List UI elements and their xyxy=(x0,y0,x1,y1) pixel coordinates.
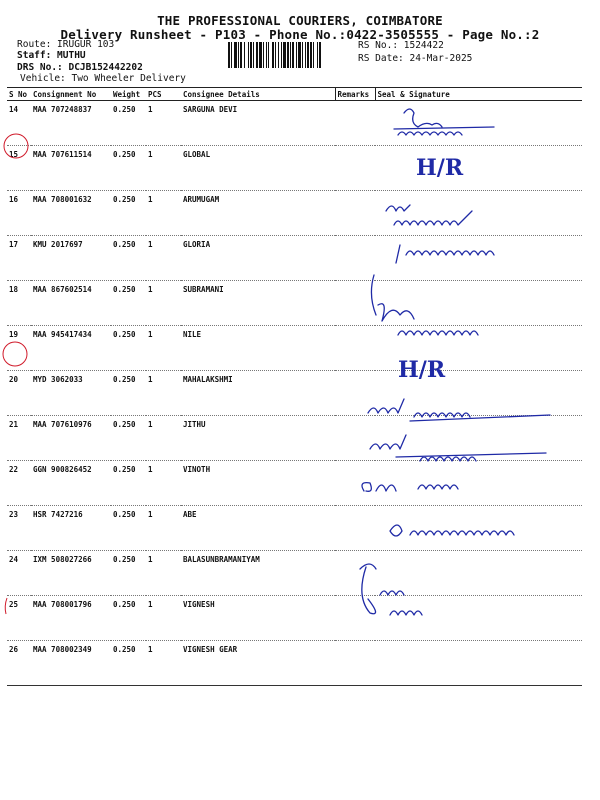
row-consignment: MAA 708001796 xyxy=(31,596,111,641)
table-header-row xyxy=(7,88,582,101)
col-remarks: Remarks xyxy=(335,88,375,101)
row-pcs: 1 xyxy=(146,641,181,686)
row-signature xyxy=(375,416,582,461)
barcode-bar xyxy=(240,42,242,68)
row-consignee: ARUMUGAM xyxy=(181,191,335,236)
row-consignment: MAA 945417434 xyxy=(31,326,111,371)
col-signature: Seal & Signature xyxy=(375,88,582,101)
row-pcs: 1 xyxy=(146,326,181,371)
barcode-bar xyxy=(305,42,306,68)
row-remarks xyxy=(335,551,375,596)
row-consignment: MYD 3062033 xyxy=(31,371,111,416)
barcode-bar xyxy=(307,42,309,68)
row-remarks xyxy=(335,101,375,146)
row-remarks xyxy=(335,326,375,371)
barcode-bar xyxy=(275,42,276,68)
row-remarks xyxy=(335,596,375,641)
col-weight: Weight xyxy=(111,88,146,101)
row-pcs: 1 xyxy=(146,416,181,461)
barcode-bar xyxy=(290,42,291,68)
drs-number: DRS No.: DCJB152442202 xyxy=(17,62,143,73)
row-weight: 0.250 xyxy=(111,191,146,236)
col-sno: S No xyxy=(7,88,31,101)
row-pcs: 1 xyxy=(146,146,181,191)
row-consignment: MAA 867602514 xyxy=(31,281,111,326)
row-consignee: GLOBAL xyxy=(181,146,335,191)
barcode-bar xyxy=(317,42,318,68)
table-row xyxy=(7,326,582,371)
row-consignee: SUBRAMANI xyxy=(181,281,335,326)
rs-number: RS No.: 1524422 xyxy=(358,40,444,51)
table-row xyxy=(7,281,582,326)
table-row xyxy=(7,416,582,461)
barcode-bar xyxy=(287,42,289,68)
table-row xyxy=(7,146,582,191)
row-remarks xyxy=(335,461,375,506)
row-consignee: VIGNESH xyxy=(181,596,335,641)
row-pcs: 1 xyxy=(146,551,181,596)
row-consignee: ABE xyxy=(181,506,335,551)
row-consignee: BALASUNBRAMANIYAM xyxy=(181,551,335,596)
row-remarks xyxy=(335,371,375,416)
row-weight: 0.250 xyxy=(111,461,146,506)
row-signature xyxy=(375,641,582,686)
row-weight: 0.250 xyxy=(111,101,146,146)
barcode-bar xyxy=(292,42,294,68)
row-consignee: SARGUNA DEVI xyxy=(181,101,335,146)
row-weight: 0.250 xyxy=(111,371,146,416)
barcode-bar xyxy=(259,42,262,68)
barcode-bar xyxy=(238,42,239,68)
barcode-bar xyxy=(313,42,314,68)
row-remarks xyxy=(335,416,375,461)
row-signature xyxy=(375,146,582,191)
row-consignment: GGN 900826452 xyxy=(31,461,111,506)
vehicle-label: Vehicle: Two Wheeler Delivery xyxy=(20,73,186,84)
hr-mark-15: H/R xyxy=(416,155,464,181)
row-pcs: 1 xyxy=(146,371,181,416)
table-row xyxy=(7,191,582,236)
barcode-bar xyxy=(263,42,264,68)
company-title: THE PROFESSIONAL COURIERS, COIMBATORE xyxy=(157,13,443,28)
barcode-bar xyxy=(272,42,274,68)
route-label: Route: IRUGUR 103 xyxy=(17,39,115,50)
row-remarks xyxy=(335,641,375,686)
barcode xyxy=(228,42,352,68)
table-row xyxy=(7,236,582,281)
table-row xyxy=(7,461,582,506)
row-sno: 24 xyxy=(7,551,31,596)
hr-mark-20: H/R xyxy=(398,357,446,383)
table-row xyxy=(7,551,582,596)
barcode-bar xyxy=(234,42,237,68)
row-consignment: MAA 708001632 xyxy=(31,191,111,236)
row-pcs: 1 xyxy=(146,461,181,506)
row-weight: 0.250 xyxy=(111,641,146,686)
row-pcs: 1 xyxy=(146,281,181,326)
row-weight: 0.250 xyxy=(111,236,146,281)
row-consignee: JITHU xyxy=(181,416,335,461)
row-consignee: NILE xyxy=(181,326,335,371)
row-pcs: 1 xyxy=(146,191,181,236)
row-weight: 0.250 xyxy=(111,551,146,596)
barcode-bar xyxy=(281,42,282,68)
row-weight: 0.250 xyxy=(111,326,146,371)
row-sno: 18 xyxy=(7,281,31,326)
row-consignment: MAA 707611514 xyxy=(31,146,111,191)
row-signature xyxy=(375,461,582,506)
row-weight: 0.250 xyxy=(111,506,146,551)
barcode-bar xyxy=(296,42,297,68)
row-pcs: 1 xyxy=(146,236,181,281)
row-weight: 0.250 xyxy=(111,281,146,326)
table-row xyxy=(7,596,582,641)
row-sno: 15 xyxy=(7,146,31,191)
row-signature xyxy=(375,191,582,236)
row-remarks xyxy=(335,236,375,281)
row-consignee: VIGNESH GEAR xyxy=(181,641,335,686)
row-sno: 26 xyxy=(7,641,31,686)
barcode-bar xyxy=(228,42,230,68)
row-remarks xyxy=(335,191,375,236)
barcode-bar xyxy=(253,42,254,68)
row-consignment: KMU 2017697 xyxy=(31,236,111,281)
row-consignment: IXM 508027266 xyxy=(31,551,111,596)
row-signature xyxy=(375,551,582,596)
row-weight: 0.250 xyxy=(111,416,146,461)
table-row xyxy=(7,101,582,146)
row-signature xyxy=(375,506,582,551)
staff-label: Staff: MUTHU xyxy=(17,50,86,61)
row-pcs: 1 xyxy=(146,506,181,551)
row-consignee: GLORIA xyxy=(181,236,335,281)
row-signature xyxy=(375,281,582,326)
rs-date: RS Date: 24-Mar-2025 xyxy=(358,53,473,64)
row-sno: 21 xyxy=(7,416,31,461)
row-pcs: 1 xyxy=(146,101,181,146)
barcode-bar xyxy=(310,42,312,68)
row-sno: 14 xyxy=(7,101,31,146)
row-consignment: MAA 708002349 xyxy=(31,641,111,686)
row-consignment: MAA 707610976 xyxy=(31,416,111,461)
col-pcs: PCS xyxy=(146,88,181,101)
barcode-bar xyxy=(283,42,286,68)
table-row xyxy=(7,371,582,416)
table-row xyxy=(7,506,582,551)
row-signature xyxy=(375,326,582,371)
row-sno: 17 xyxy=(7,236,31,281)
row-signature xyxy=(375,596,582,641)
barcode-bar xyxy=(298,42,301,68)
row-remarks xyxy=(335,506,375,551)
row-sno: 23 xyxy=(7,506,31,551)
barcode-bar xyxy=(266,42,267,68)
row-sno: 19 xyxy=(7,326,31,371)
row-consignee: VINOTH xyxy=(181,461,335,506)
row-weight: 0.250 xyxy=(111,596,146,641)
barcode-bar xyxy=(250,42,252,68)
barcode-bar xyxy=(268,42,269,68)
col-consignee: Consignee Details xyxy=(181,88,335,101)
barcode-bar xyxy=(244,42,245,68)
row-consignee: MAHALAKSHMI xyxy=(181,371,335,416)
runsheet-table xyxy=(7,87,582,686)
row-remarks xyxy=(335,146,375,191)
row-sno: 20 xyxy=(7,371,31,416)
barcode-bar xyxy=(319,42,321,68)
row-pcs: 1 xyxy=(146,596,181,641)
row-signature xyxy=(375,371,582,416)
barcode-bar xyxy=(248,42,249,68)
row-consignment: HSR 7427216 xyxy=(31,506,111,551)
runsheet-subtitle: Delivery Runsheet - P103 - Phone No.:0422-3505555 - Page No.:2 xyxy=(60,27,540,42)
row-signature xyxy=(375,101,582,146)
row-sno: 22 xyxy=(7,461,31,506)
col-consignment: Consignment No xyxy=(31,88,111,101)
barcode-bar xyxy=(302,42,303,68)
barcode-bar xyxy=(256,42,258,68)
row-sno: 25 xyxy=(7,596,31,641)
row-consignment: MAA 707248837 xyxy=(31,101,111,146)
row-sno: 16 xyxy=(7,191,31,236)
table-row xyxy=(7,641,582,686)
barcode-bar xyxy=(278,42,279,68)
row-remarks xyxy=(335,281,375,326)
row-weight: 0.250 xyxy=(111,146,146,191)
barcode-bar xyxy=(231,42,232,68)
row-signature xyxy=(375,236,582,281)
